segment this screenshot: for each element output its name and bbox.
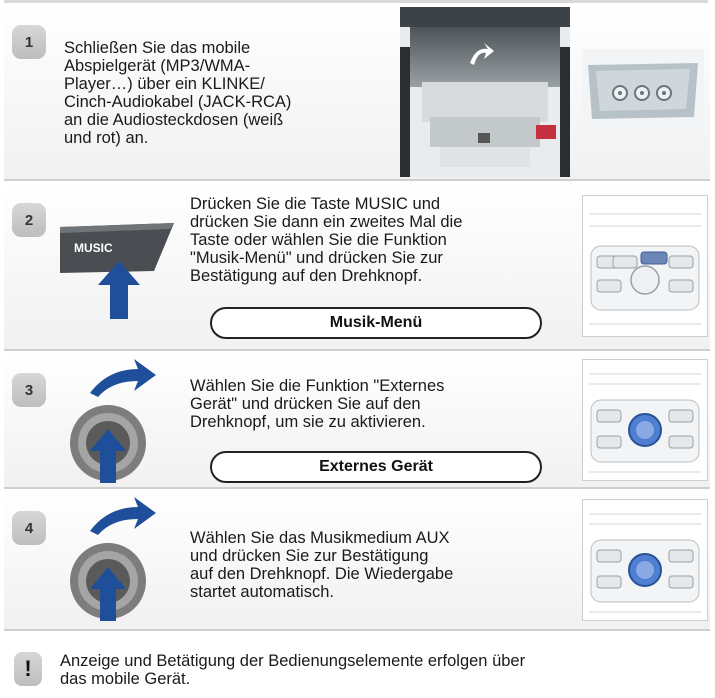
rotary-knob-icon: [68, 359, 168, 483]
step-1: [4, 3, 710, 181]
rotary-knob-icon: [68, 497, 168, 621]
step-3-text: Wählen Sie die Funktion "Externes Gerät" und drücken Sie auf den Drehknopf, um sie zu aktivieren.: [190, 377, 445, 431]
step-number-badge: 4: [12, 511, 46, 545]
step-number-badge: 2: [12, 203, 46, 237]
step-4-text: Wählen Sie das Musikmedium AUX und drücken Sie zur Bestätigung auf den Drehknopf. Die Wiedergabe startet automatisch.: [190, 529, 454, 601]
note-text: Anzeige und Betätigung der Bedienungselemente erfolgen über das mobile Gerät.: [60, 652, 526, 688]
storage-compartment-photo: [400, 7, 570, 177]
music-button-illustration: [60, 221, 178, 321]
musik-menu-label: Musik-Menü: [210, 307, 542, 339]
music-button-label: MUSIC: [74, 241, 113, 255]
externes-geraet-label: Externes Gerät: [210, 451, 542, 483]
radio-panel-knob-highlight: [582, 359, 708, 481]
audio-sockets-detail: [582, 49, 704, 135]
step-1-text: Schließen Sie das mobile Abspielgerät (MP3/WMA- Player…) über ein KLINKE/ Cinch-Audiokabel (JACK-RCA) an die Audiosteckdosen (weiß und rot) an.: [64, 39, 292, 147]
note-box: [4, 632, 710, 698]
step-number-badge: 3: [12, 373, 46, 407]
step-3: [4, 351, 710, 489]
step-2-text: Drücken Sie die Taste MUSIC und drücken Sie dann ein zweites Mal die Taste oder wählen Sie die Funktion "Musik-Menü" und drücken Sie zur Bestätigung auf den Drehknopf.: [190, 195, 463, 285]
radio-panel-music-highlight: [582, 195, 708, 337]
step-number-badge: 1: [12, 25, 46, 59]
step-4: [4, 489, 710, 631]
step-2: [4, 181, 710, 351]
exclamation-icon: !: [14, 652, 42, 686]
radio-panel-knob-highlight: [582, 499, 708, 621]
